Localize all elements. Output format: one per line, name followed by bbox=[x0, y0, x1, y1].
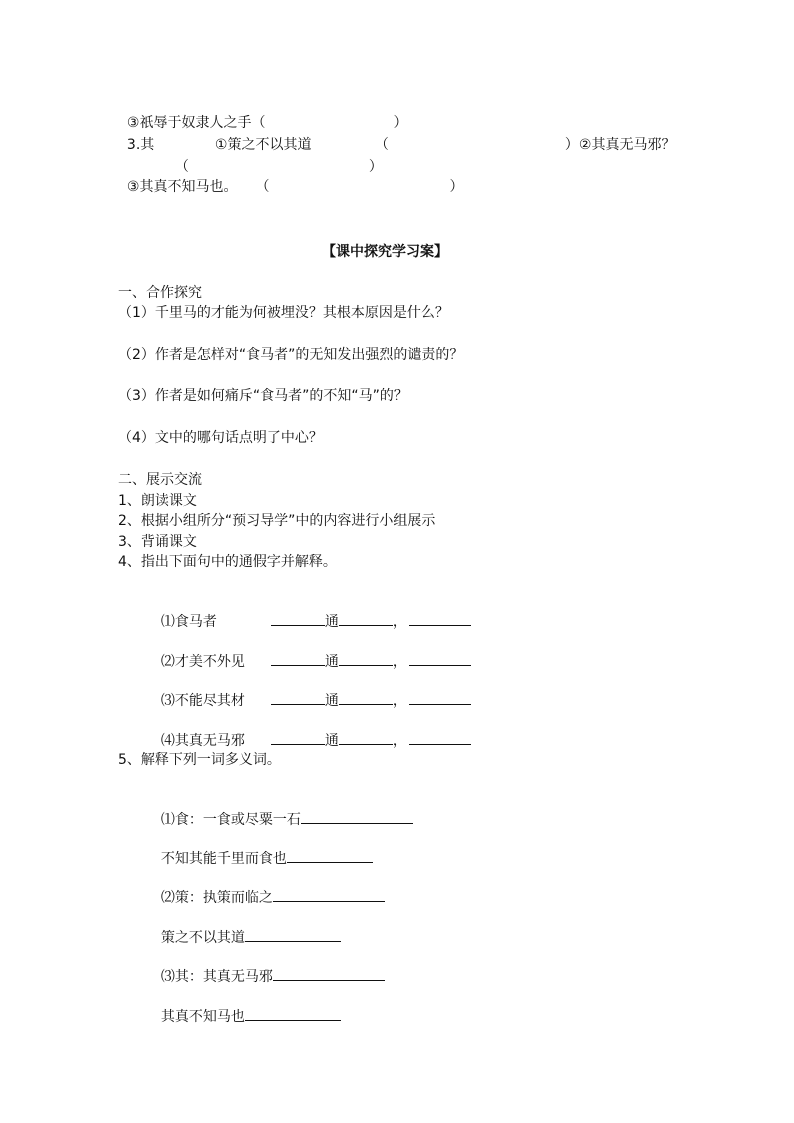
tongjia-row bbox=[152, 593, 471, 631]
tongjia-blank-3[interactable] bbox=[409, 730, 471, 745]
polysemy-blank[interactable] bbox=[245, 1006, 341, 1021]
part2-heading: 二、展示交流 bbox=[118, 472, 202, 488]
polysemy-row bbox=[152, 948, 385, 986]
polysemy-row bbox=[152, 988, 341, 1026]
line-qizhen bbox=[556, 118, 675, 154]
tong-char: 通 bbox=[324, 693, 339, 709]
polysemy-row bbox=[152, 909, 341, 947]
polysemy-blank[interactable] bbox=[273, 966, 385, 981]
polysemy-blank[interactable] bbox=[287, 848, 373, 863]
polysemy-text: 不知其能千里而食也 bbox=[160, 851, 287, 867]
part2-item-5: 5、解释下列一词多义词。 bbox=[118, 752, 281, 768]
tongjia-blank-3[interactable] bbox=[409, 611, 471, 626]
qi-label: 3.其 bbox=[126, 137, 155, 153]
tongjia-label: ⑴食马者 bbox=[160, 614, 217, 630]
tongjia-comma: ， bbox=[392, 733, 407, 749]
polysemy-row bbox=[152, 869, 385, 907]
polysemy-row bbox=[152, 830, 373, 868]
tongjia-blank-2[interactable] bbox=[339, 651, 393, 666]
paren-3-close: ） bbox=[368, 159, 383, 175]
polysemy-text: 策之不以其道 bbox=[160, 930, 245, 946]
tongjia-blank-3[interactable] bbox=[409, 651, 471, 666]
tongjia-comma: ， bbox=[392, 693, 407, 709]
section-title: 【课中探究学习案】 bbox=[322, 244, 448, 260]
question-4: （4）文中的哪句话点明了中心？ bbox=[118, 430, 323, 446]
part1-heading: 一、合作探究 bbox=[118, 285, 202, 301]
tongjia-row bbox=[152, 712, 471, 750]
zhiru-close: ） bbox=[393, 115, 408, 131]
tong-char: 通 bbox=[324, 614, 339, 630]
tong-char: 通 bbox=[324, 733, 339, 749]
polysemy-text: ⑶其：其真无马邪 bbox=[160, 969, 273, 985]
tongjia-blank-1[interactable] bbox=[271, 730, 325, 745]
ce-open: （ bbox=[374, 137, 389, 153]
tongjia-blank-2[interactable] bbox=[339, 690, 393, 705]
tong-char: 通 bbox=[324, 654, 339, 670]
tongjia-label: ⑵才美不外见 bbox=[160, 654, 245, 670]
tongjia-blank-2[interactable] bbox=[339, 730, 393, 745]
tongjia-comma: ， bbox=[392, 614, 407, 630]
polysemy-blank[interactable] bbox=[273, 887, 385, 902]
tongjia-row bbox=[152, 633, 471, 671]
qizhen-text: ）②其真无马邪？ bbox=[564, 137, 676, 153]
line-qi-heading bbox=[118, 118, 154, 154]
polysemy-blank[interactable] bbox=[301, 809, 413, 824]
paren-3-open: （ bbox=[174, 159, 189, 175]
tongjia-blank-1[interactable] bbox=[271, 651, 325, 666]
tongjia-label: ⑷其真无马邪 bbox=[160, 733, 245, 749]
question-2: （2）作者是怎样对“食马者”的无知发出强烈的谴责的？ bbox=[118, 347, 464, 363]
polysemy-row bbox=[152, 791, 413, 829]
part2-item-4: 4、指出下面句中的通假字并解释。 bbox=[118, 554, 337, 570]
tongjia-blank-1[interactable] bbox=[271, 690, 325, 705]
part2-item-2: 2、根据小组所分“预习导学”中的内容进行小组展示 bbox=[118, 513, 436, 529]
line-buzhi bbox=[118, 160, 463, 196]
question-3: （3）作者是如何痛斥“食马者”的不知“马”的？ bbox=[118, 388, 408, 404]
buzhi-text: ③其真不知马也。 bbox=[126, 179, 238, 195]
tongjia-blank-1[interactable] bbox=[271, 611, 325, 626]
polysemy-text: ⑴食：一食或尽粟一石 bbox=[160, 812, 301, 828]
ce-text: ①策之不以其道 bbox=[214, 137, 312, 153]
buzhi-open: （ bbox=[255, 179, 270, 195]
tongjia-comma: ， bbox=[392, 654, 407, 670]
polysemy-blank[interactable] bbox=[245, 927, 341, 942]
zhiru-text: ③祇辱于奴隶人之手（ bbox=[126, 115, 266, 131]
tongjia-blank-3[interactable] bbox=[409, 690, 471, 705]
tongjia-row bbox=[152, 672, 471, 710]
tongjia-blank-2[interactable] bbox=[339, 611, 393, 626]
tongjia-label: ⑶不能尽其材 bbox=[160, 693, 245, 709]
buzhi-close: ） bbox=[449, 179, 464, 195]
part2-item-3: 3、背诵课文 bbox=[118, 534, 197, 550]
part2-item-1: 1、朗读课文 bbox=[118, 493, 197, 509]
polysemy-text: ⑵策：执策而临之 bbox=[160, 890, 273, 906]
question-1: （1）千里马的才能为何被埋没？其根本原因是什么？ bbox=[118, 305, 449, 321]
polysemy-text: 其真不知马也 bbox=[160, 1009, 245, 1025]
